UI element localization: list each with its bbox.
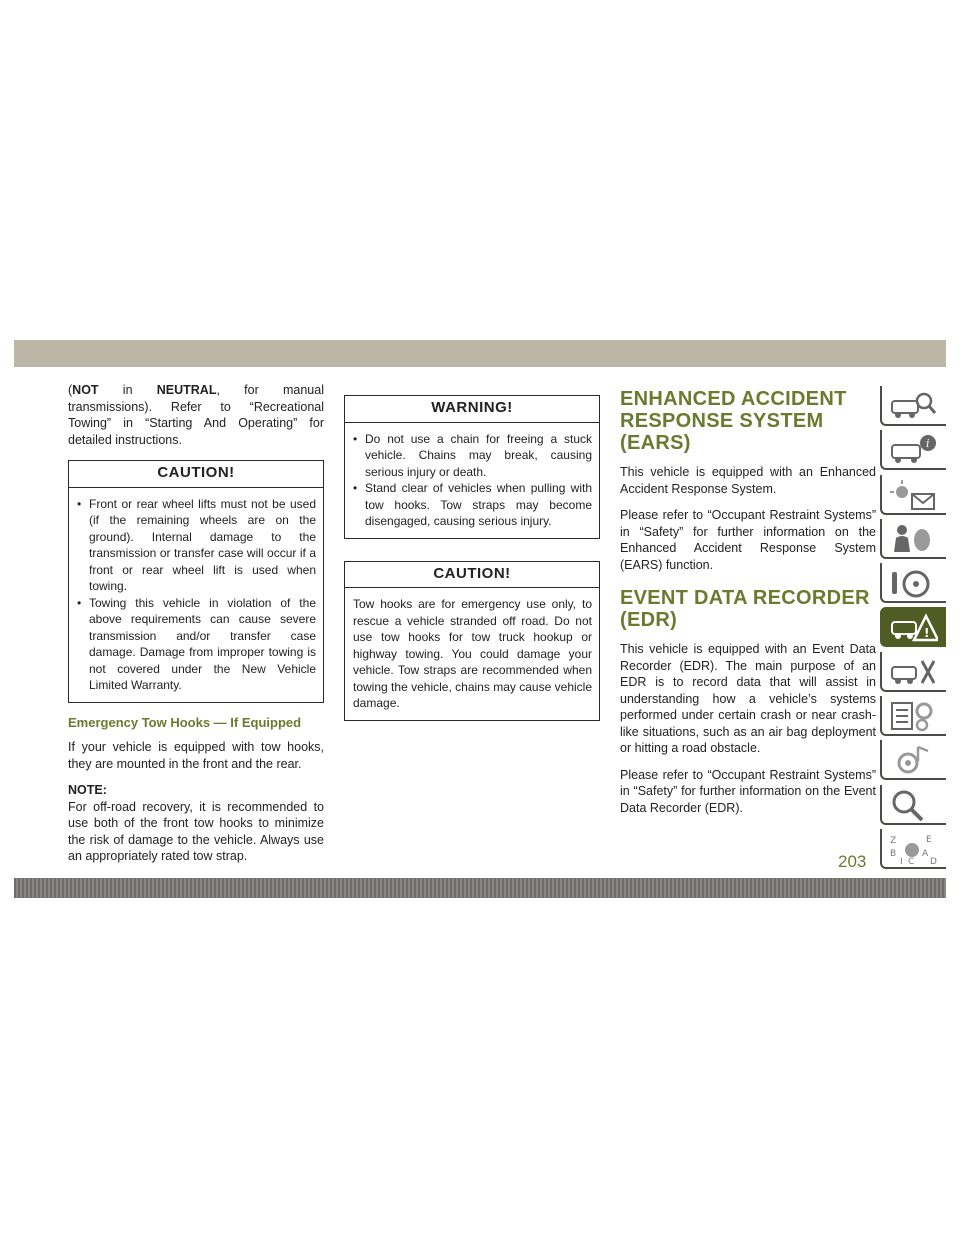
page-number: 203 [838, 852, 867, 871]
footer-band [14, 878, 946, 898]
subhead-tow-hooks: Emergency Tow Hooks — If Equipped [68, 714, 302, 730]
caution-box [68, 460, 324, 703]
svg-text:A: A [922, 848, 929, 859]
airbag-person-icon [888, 522, 938, 556]
car-emergency-icon [888, 610, 938, 644]
caution-item: • Front or rear wheel lifts must not be used (if the remaining wheels are on the ground). Internal damage to the transmission or transfer case will occur if a front or rear wheel lift is used when towing. [77, 496, 316, 595]
caution-box-2 [344, 561, 600, 721]
column-left [68, 382, 324, 875]
warning-item: • Do not use a chain for freeing a stuck vehicle. Chains may break, causing serious injury or death. [353, 431, 592, 481]
column-right [620, 380, 876, 826]
svg-text:!: ! [924, 626, 930, 641]
tab-search[interactable] [880, 785, 946, 825]
tab-audio[interactable] [880, 740, 946, 780]
tow-hooks-paragraph: If your vehicle is equipped with tow hooks, they are mounted in the front and the rear. [68, 740, 324, 771]
heading-ears: ENHANCED ACCIDENT RESPONSE SYSTEM (EARS) [620, 388, 847, 454]
car-tools-icon [888, 655, 938, 689]
caution-item: • Towing this vehicle in violation of the above requirements can cause severe transmission and/or transfer case damage. Damage from improper towing is not covered under the New Vehicle Limited Warranty. [77, 595, 316, 694]
tab-airbag[interactable] [880, 519, 946, 559]
header-band [14, 340, 946, 367]
tab-car-info[interactable] [880, 430, 946, 470]
warning-title: WARNING! [345, 396, 599, 423]
warning-list [353, 431, 592, 530]
search-icon [888, 788, 938, 822]
heading-edr: EVENT DATA RECORDER (EDR) [620, 587, 870, 631]
tab-car-search[interactable] [880, 386, 946, 426]
car-search-icon [888, 389, 938, 423]
note-text: For off-road recovery, it is recommended to use both of the front tow hooks to minimize the risk of damage to the vehicle. Always use an appropriately rated tow strap. [68, 799, 324, 863]
ears-paragraph-1: This vehicle is equipped with an Enhanced Accident Response System. [620, 465, 876, 496]
audio-icon [888, 743, 938, 777]
warning-item: • Stand clear of vehicles when pulling with tow hooks. Tow straps may become disengaged, causing serious injury. [353, 480, 592, 530]
svg-text:i: i [926, 437, 930, 451]
tab-settings[interactable] [880, 696, 946, 736]
caution-list [77, 496, 316, 694]
column-middle [344, 395, 600, 733]
edr-paragraph-1: This vehicle is equipped with an Event Data Recorder (EDR). The main purpose of an EDR is to record data that will assist in understanding how a vehicle’s systems performed under certain crash or near crash-like situations, such as an air bag deployment or hitting a road obstacle. [620, 642, 876, 755]
tab-steering[interactable] [880, 563, 946, 603]
warning-box [344, 395, 600, 539]
caution-title-2: CAUTION! [345, 562, 599, 589]
tab-index[interactable] [880, 829, 946, 869]
svg-text:C: C [908, 856, 915, 866]
steering-wheel-icon [888, 566, 938, 600]
edr-paragraph-2: Please refer to “Occupant Restraint Systems” in “Safety” for further information on the Event Data Recorder (EDR). [620, 767, 876, 815]
note-label: NOTE: [68, 783, 107, 797]
intro-paragraph: (NOT in NEUTRAL, for manual transmissions). Refer to “Recreational Towing” in “Starting And Operating” for detailed instructions. [68, 383, 324, 447]
svg-text:Z: Z [890, 835, 897, 846]
svg-text:D: D [930, 856, 937, 866]
chapter-tabs [880, 386, 946, 873]
svg-text:I: I [900, 856, 903, 866]
tab-emergency[interactable] [880, 607, 946, 647]
ears-paragraph-2: Please refer to “Occupant Restraint Systems” in “Safety” for further information on the Enhanced Accident Response System (EARS) function. [620, 508, 876, 572]
tab-warning-lights[interactable] [880, 475, 946, 515]
svg-text:E: E [926, 834, 932, 845]
settings-list-icon [888, 699, 938, 733]
warning-lights-icon [888, 478, 938, 512]
svg-text:B: B [890, 848, 897, 859]
tab-car-tools[interactable] [880, 652, 946, 692]
index-letters-icon [888, 832, 938, 866]
caution-text: Tow hooks are for emergency use only, to rescue a vehicle stranded off road. Do not use tow hooks for tow truck hookup or highway towing. You could damage your vehicle. Tow straps are recommended when towing the vehicle, chains may cause vehicle damage. [353, 597, 592, 710]
caution-title: CAUTION! [69, 461, 323, 488]
car-info-icon [888, 433, 938, 467]
